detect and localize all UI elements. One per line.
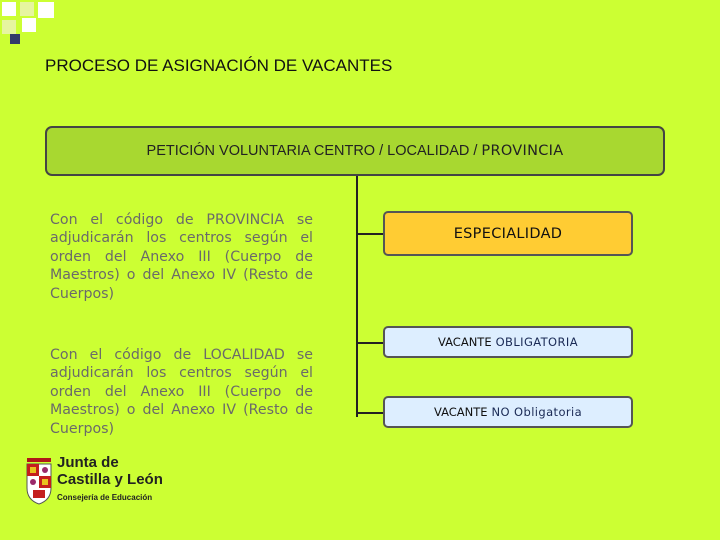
- note-localidad: [50, 346, 313, 438]
- vacante-no-obligatoria-emphasis: NO Obligatoria: [491, 405, 583, 419]
- logo-line-2: Castilla y León: [57, 471, 163, 488]
- especialidad-box: ESPECIALIDAD: [383, 211, 633, 256]
- note-code: código de PROVINCIA: [115, 212, 285, 228]
- vacante-no-obligatoria-prefix: VACANTE: [433, 405, 488, 419]
- vacante-obligatoria-emphasis: OBLIGATORIA: [495, 335, 578, 349]
- junta-castilla-leon-logo: [24, 454, 174, 516]
- note-lead: Con el: [50, 347, 103, 363]
- note-text: se adjudicarán los centros según el orden del Anexo III (Cuerpo de Maestros) o del Anexo IV (Resto de Cuerpos): [50, 212, 313, 302]
- connector-vacante-no-obligatoria: [356, 412, 383, 414]
- vacante-obligatoria-box: [383, 326, 633, 358]
- vacante-no-obligatoria-box: [383, 396, 633, 428]
- note-provincia: [50, 211, 313, 303]
- page-title: PROCESO DE ASIGNACIÓN DE VACANTES: [45, 56, 393, 75]
- logo-line-1: Junta de: [57, 454, 119, 471]
- voluntary-request-emphasis: PROVINCIA: [481, 143, 564, 159]
- note-code: código de LOCALIDAD: [114, 347, 285, 363]
- connector-especialidad: [356, 233, 383, 235]
- vacante-obligatoria-prefix: VACANTE: [438, 335, 492, 349]
- voluntary-request-label: PETICIÓN VOLUNTARIA CENTRO / LOCALIDAD /: [146, 143, 478, 159]
- coat-of-arms-icon: [24, 454, 54, 506]
- voluntary-request-box: [45, 126, 665, 176]
- note-text: se adjudicarán los centros según el orden del Anexo III (Cuerpo de Maestros) o del Anexo IV (Resto de Cuerpos): [50, 347, 314, 437]
- connector-vacante-obligatoria: [356, 342, 383, 344]
- connector-vertical: [356, 176, 358, 417]
- note-lead: Con el: [50, 212, 104, 228]
- logo-line-3: Consejería de Educación: [57, 493, 153, 502]
